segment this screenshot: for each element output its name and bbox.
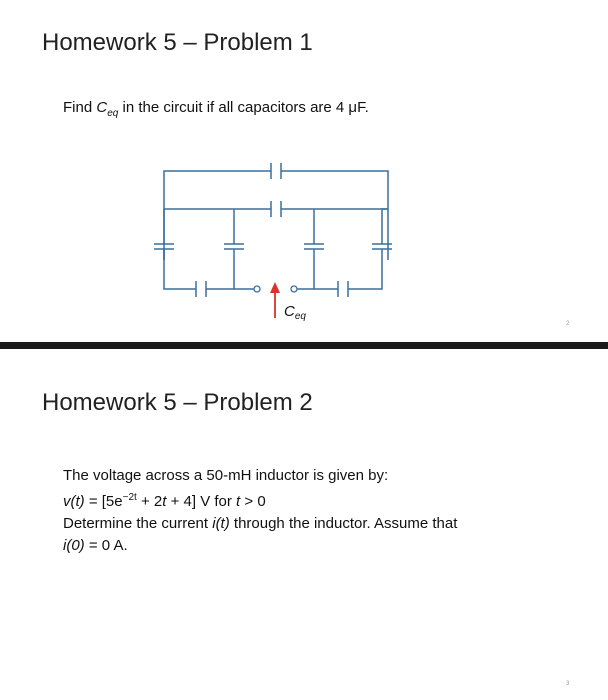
terminal-right [291,286,297,292]
statement-line-1: The voltage across a 50-mH inductor is given by: [63,467,389,484]
terminal-left [254,286,260,292]
slide-problem-2 [0,349,608,700]
ceq-arrow [270,282,280,318]
slide-title: Homework 5 – Problem 2 [42,389,313,416]
problem-statement [63,465,533,557]
slide-problem-1 [0,0,608,342]
statement-line-3: Determine the current i(t) through the inductor. Assume that [63,515,458,532]
page-number: 2 [566,321,570,327]
problem-statement: Find $C_{eq}$ in the circuit if all capacitors are 4 μF. [63,99,369,119]
statement-line-4: i(0) = 0 A. [63,537,128,554]
ceq-label: $C_{eq}$ [284,303,306,322]
page-number: 3 [566,681,570,687]
slide-divider [0,342,608,349]
statement-line-2: $v(t) = [5e^{-2t} + 2t + 4]$ V for t > 0 [63,492,266,510]
capacitor-circuit-diagram [0,0,608,342]
slide-title: Homework 5 – Problem 1 [42,29,313,56]
